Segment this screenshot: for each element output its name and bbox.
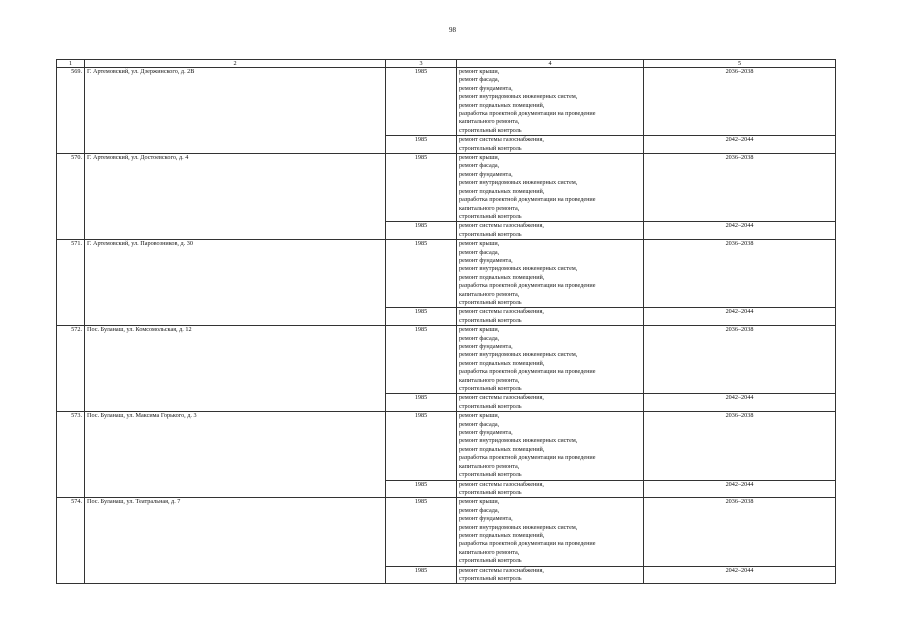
work-item: разработка проектной документации на проведение: [459, 540, 596, 548]
column-header-3: 3: [386, 60, 457, 68]
row-number: 569.: [57, 68, 85, 154]
address-cell: Пос. Буланаш, ул. Театральная, д. 7: [85, 498, 386, 584]
period-cell: 2042–2044: [644, 480, 836, 498]
works-cell: [457, 154, 644, 222]
work-item: капитального ремонта,: [459, 290, 520, 298]
work-item: ремонт крыши,: [459, 412, 500, 420]
period-cell: 2036–2038: [644, 154, 836, 222]
works-cell: [457, 412, 644, 480]
period-cell: 2036–2038: [644, 68, 836, 136]
work-item: ремонт фасада,: [459, 506, 500, 514]
work-item: строительный контроль: [459, 385, 522, 393]
address-cell: Пос. Буланаш, ул. Максима Горького, д. 3: [85, 412, 386, 498]
works-cell: [457, 308, 644, 326]
work-item: разработка проектной документации на проведение: [459, 110, 596, 118]
works-cell: [457, 240, 644, 308]
work-item: ремонт подвальных помещений,: [459, 531, 545, 539]
works-cell: [457, 68, 644, 136]
work-item: капитального ремонта,: [459, 204, 520, 212]
row-number: 574.: [57, 498, 85, 584]
period-cell: 2042–2044: [644, 308, 836, 326]
work-item: ремонт фундамента,: [459, 429, 513, 437]
work-item: ремонт крыши,: [459, 154, 500, 162]
row-number: 570.: [57, 154, 85, 240]
year-cell: 1985: [386, 154, 457, 222]
works-cell: [457, 222, 644, 240]
row-number: 571.: [57, 240, 85, 326]
period-cell: 2036–2038: [644, 498, 836, 566]
work-item: строительный контроль: [459, 230, 522, 238]
work-item: ремонт фасада,: [459, 420, 500, 428]
work-item: строительный контроль: [459, 316, 522, 324]
work-item: ремонт системы газоснабжения,: [459, 566, 544, 574]
work-item: строительный контроль: [459, 488, 522, 496]
table-row: [57, 154, 836, 222]
work-item: ремонт внутридомовых инженерных систем,: [459, 437, 578, 445]
work-item: ремонт фундамента,: [459, 84, 513, 92]
table-row: [57, 240, 836, 308]
works-cell: [457, 394, 644, 412]
work-item: строительный контроль: [459, 574, 522, 582]
work-item: разработка проектной документации на проведение: [459, 196, 596, 204]
work-item: ремонт внутридомовых инженерных систем,: [459, 351, 578, 359]
works-cell: [457, 498, 644, 566]
work-item: строительный контроль: [459, 402, 522, 410]
column-header-2: 2: [85, 60, 386, 68]
row-number: 573.: [57, 412, 85, 498]
work-item: ремонт внутридомовых инженерных систем,: [459, 523, 578, 531]
year-cell: 1985: [386, 480, 457, 498]
work-item: ремонт подвальных помещений,: [459, 445, 545, 453]
work-item: ремонт системы газоснабжения,: [459, 480, 544, 488]
work-item: разработка проектной документации на проведение: [459, 282, 596, 290]
year-cell: 1985: [386, 308, 457, 326]
period-cell: 2036–2038: [644, 412, 836, 480]
column-header-4: 4: [457, 60, 644, 68]
work-item: разработка проектной документации на проведение: [459, 368, 596, 376]
work-item: капитального ремонта,: [459, 548, 520, 556]
address-cell: Г. Артемовский, ул. Паровозников, д. 30: [85, 240, 386, 326]
table-row: [57, 326, 836, 394]
works-cell: [457, 566, 644, 584]
work-item: капитального ремонта,: [459, 462, 520, 470]
works-cell: [457, 326, 644, 394]
work-item: ремонт фундамента,: [459, 515, 513, 523]
work-item: ремонт фундамента,: [459, 256, 513, 264]
table-row: [57, 498, 836, 566]
work-item: ремонт фундамента,: [459, 343, 513, 350]
work-item: ремонт фасада,: [459, 248, 500, 256]
year-cell: 1985: [386, 222, 457, 240]
work-item: строительный контроль: [459, 298, 522, 306]
period-cell: 2042–2044: [644, 394, 836, 412]
period-cell: 2036–2038: [644, 326, 836, 394]
work-item: ремонт фасада,: [459, 162, 500, 170]
work-item: ремонт подвальных помещений,: [459, 187, 545, 195]
works-cell: [457, 480, 644, 498]
work-item: ремонт системы газоснабжения,: [459, 394, 544, 402]
page-number: 98: [449, 26, 456, 34]
work-item: строительный контроль: [459, 126, 522, 134]
work-item: капитального ремонта,: [459, 118, 520, 126]
work-item: строительный контроль: [459, 557, 522, 565]
work-item: строительный контроль: [459, 144, 522, 152]
address-cell: Пос. Буланаш, ул. Комсомольская, д. 12: [85, 326, 386, 412]
work-item: ремонт крыши,: [459, 326, 500, 334]
year-cell: 1985: [386, 498, 457, 566]
work-item: ремонт внутридомовых инженерных систем,: [459, 93, 578, 101]
header-row: [57, 60, 836, 68]
table-body: [57, 68, 836, 584]
table-row: [57, 412, 836, 480]
year-cell: 1985: [386, 566, 457, 584]
year-cell: 1985: [386, 412, 457, 480]
work-item: ремонт фасада,: [459, 76, 500, 84]
work-item: ремонт внутридомовых инженерных систем,: [459, 179, 578, 187]
work-item: ремонт системы газоснабжения,: [459, 222, 544, 230]
period-cell: 2042–2044: [644, 222, 836, 240]
year-cell: 1985: [386, 326, 457, 394]
row-number: 572.: [57, 326, 85, 412]
column-header-1: 1: [57, 60, 85, 68]
works-cell: [457, 136, 644, 154]
year-cell: 1985: [386, 136, 457, 154]
work-item: ремонт системы газоснабжения,: [459, 136, 544, 144]
work-item: ремонт крыши,: [459, 68, 500, 75]
work-item: ремонт внутридомовых инженерных систем,: [459, 265, 578, 273]
address-cell: Г. Артемовский, ул. Дзержинского, д. 2В: [85, 68, 386, 154]
work-item: ремонт фасада,: [459, 334, 500, 342]
work-item: капитального ремонта,: [459, 376, 520, 384]
period-cell: 2042–2044: [644, 566, 836, 584]
registry-table: [56, 59, 836, 584]
work-item: ремонт крыши,: [459, 240, 500, 248]
year-cell: 1985: [386, 240, 457, 308]
work-item: ремонт фундамента,: [459, 170, 513, 178]
work-item: разработка проектной документации на проведение: [459, 454, 596, 462]
work-item: строительный контроль: [459, 212, 522, 220]
work-item: ремонт подвальных помещений,: [459, 273, 545, 281]
period-cell: 2036–2038: [644, 240, 836, 308]
column-header-5: 5: [644, 60, 836, 68]
table-row: [57, 68, 836, 136]
year-cell: 1985: [386, 68, 457, 136]
work-item: строительный контроль: [459, 471, 522, 479]
year-cell: 1985: [386, 394, 457, 412]
work-item: ремонт крыши,: [459, 498, 500, 506]
table-header: [57, 60, 836, 68]
work-item: ремонт подвальных помещений,: [459, 359, 545, 367]
work-item: ремонт системы газоснабжения,: [459, 308, 544, 316]
address-cell: Г. Артемовский, ул. Достоевского, д. 4: [85, 154, 386, 240]
work-item: ремонт подвальных помещений,: [459, 101, 545, 109]
period-cell: 2042–2044: [644, 136, 836, 154]
